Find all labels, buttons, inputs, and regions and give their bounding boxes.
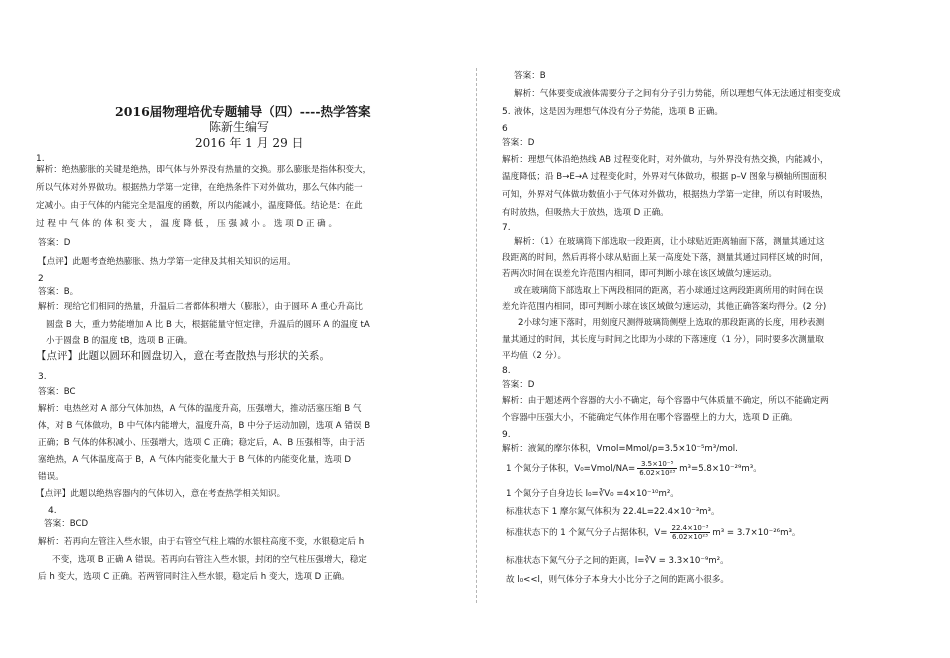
q4-analysis-line: 后 h 变大，选项 C 正确。若两管同时注入些水银，稳定后 h 变大，选项 D 正确。 xyxy=(38,572,350,582)
q9-standard-molar-volume: 标准状态下 1 摩尔氮气体积为 22.4L=22.4×10⁻³m³。 xyxy=(506,507,720,517)
fraction-numerator: 3.5×10⁻⁵ xyxy=(637,460,677,469)
q7-analysis-line: 量其通过的时间，其长度与时间之比即为小球的下落速度（1 分），同时要多次测量取 xyxy=(502,335,824,345)
q5-number: 5. xyxy=(502,107,511,117)
q4-number: 4. xyxy=(48,506,57,516)
q5-text: 液体，这是因为理想气体没有分子势能，选项 B 正确。 xyxy=(514,107,724,117)
q4-analysis-line: 解析：若再向左管注入些水银，由于右管空气柱上端的水银柱高度不变，水银稳定后 h xyxy=(38,537,365,547)
q2-answer: 答案：B。 xyxy=(38,287,79,297)
q2-analysis-line: 小于圆盘 B 的温度 tB，选项 B 正确。 xyxy=(46,336,193,346)
q2-analysis-line: 解析：现给它们相同的热量，升温后二者都体积增大（膨胀），由于圆环 A 重心升高比 xyxy=(38,302,364,312)
q9-gas-volume-prefix: 标准状态下的 1 个氮气分子占据体积，V= xyxy=(506,528,668,538)
q7-analysis-line: 平均值（2 分）。 xyxy=(502,351,567,361)
q7-analysis-line: 差允许范围内相同，即可判断小球在该区域做匀速运动，其他正确答案均得分。(2 分) xyxy=(502,302,827,312)
fraction-denominator: 6.02×10²³ xyxy=(671,533,708,541)
q4b-analysis: 解析：气体要变成液体需要分子之间有分子引力势能，所以理想气体无法通过相变变成 xyxy=(514,89,841,99)
q3-comment: 【点评】此题以绝热容器内的气体切入，意在考查热学相关知识。 xyxy=(36,489,286,499)
q3-analysis-line: 体，对 B 气体做功，B 中气体内能增大，温度升高，B 中分子运动加剧，选项 A 错误 B xyxy=(38,421,371,431)
q2-number: 2 xyxy=(38,274,44,284)
q3-analysis-line: 解析：电热丝对 A 部分气体加热，A 气体的温度升高，压强增大，推动活塞压缩 B 气 xyxy=(38,404,362,414)
q9-number: 9. xyxy=(502,430,511,440)
q3-analysis-line: 错误。 xyxy=(38,472,64,482)
q6-answer: 答案：D xyxy=(502,138,535,148)
q9-conclusion: 故 l₀<<l，则气体分子本身大小比分子之间的距离小很多。 xyxy=(506,575,730,585)
q8-analysis-line: 个容器中压强大小，不能确定气体作用在哪个容器壁上的力大，选项 D 正确。 xyxy=(502,413,798,423)
q9-gas-volume-suffix: m³ = 3.7×10⁻²⁶m³。 xyxy=(712,528,801,538)
q6-analysis-line: 有时放热，但吸热大于放热，选项 D 正确。 xyxy=(502,208,669,218)
page-title: 2016届物理培优专题辅导（四）----热学答案 xyxy=(115,104,371,119)
q8-answer: 答案：D xyxy=(502,380,535,390)
q7-number: 7. xyxy=(502,223,511,233)
q9-molecule-volume-prefix: 1 个氮分子体积，V₀=Vmol/NA= xyxy=(506,464,636,474)
q9-molecule-distance: 标准状态下氮气分子之间的距离，l=∛V = 3.3×10⁻⁹m²。 xyxy=(506,556,729,566)
q7-analysis-line: 解析：（1）在玻璃筒下部选取一段距离，让小球贴近距离轴面下落，测量其通过这 xyxy=(514,237,825,247)
q1-analysis-line: 解析：绝热膨胀的关键是绝热，即气体与外界没有热量的交换。那么膨胀是指体积变大， xyxy=(36,165,372,175)
q8-number: 8. xyxy=(502,366,511,376)
q9-molar-volume: 解析：液氮的摩尔体积，Vmol=Mmol/ρ=3.5×10⁻⁵m³/mol. xyxy=(502,444,738,454)
q3-analysis-line: 塞绝热，A 气体温度高于 B，A 气体内能变化量大于 B 气体的内能变化量，选项 D xyxy=(38,455,351,465)
date-line: 2016 年 1 月 29 日 xyxy=(195,136,304,150)
q6-analysis-line: 可知，外界对气体做功数值小于气体对外做功，根据热力学第一定律，所以有时吸热， xyxy=(502,190,829,200)
q4b-answer: 答案：B xyxy=(514,71,546,81)
q2-analysis-line: 圆盘 B 大，重力势能增加 A 比 B 大，根据能量守恒定律，升温后的圆环 A 的温度 tA xyxy=(46,320,370,330)
q9-side-length: 1 个氮分子自身边长 l₀=∛V₀ =4×10⁻¹⁰m²。 xyxy=(506,489,679,499)
q3-analysis-line: 正确；B 气体的体积减小、压强增大，选项 C 正确；稳定后，A、B 压强相等，由于活 xyxy=(38,438,365,448)
q3-answer: 答案：BC xyxy=(38,387,76,397)
q9-molecule-volume-fraction xyxy=(637,460,677,477)
right-column xyxy=(478,0,950,658)
q7-analysis-line: 若两次时间在误差允许范围内相同，即可判断小球在该区域做匀速运动。 xyxy=(502,269,778,279)
q9-gas-volume-fraction xyxy=(670,524,711,541)
q6-number: 6 xyxy=(502,124,508,134)
q1-analysis-line: 过 程 中 气 体 的 体 积 变 大 ， 温 度 降 低 ， 压 强 减 小 。 选 项 D 正 确 。 xyxy=(36,219,338,229)
q1-analysis-line: 所以气体对外界做功。根据热力学第一定律，在绝热条件下对外做功，那么气体内能一 xyxy=(36,183,363,193)
q2-comment: 【点评】此题以圆环和圆盘切入，意在考查散热与形状的关系。 xyxy=(36,350,330,362)
fraction-denominator: 6.02×10²³ xyxy=(639,469,676,477)
q9-molecule-volume xyxy=(506,460,762,477)
q7-analysis-line: 或在玻璃筒下部选取上下两段相同的距离，若小球通过这两段距离所用的时间在误 xyxy=(514,286,824,296)
q6-analysis-line: 解析：理想气体沿绝热线 AB 过程变化时，对外做功，与外界没有热交换，内能减小， xyxy=(502,155,829,165)
fraction-numerator: 22.4×10⁻³ xyxy=(671,524,709,532)
q1-analysis-line: 定减小。由于气体的内能完全是温度的函数，所以内能减小，温度降低。结论是：在此 xyxy=(36,201,363,211)
q1-answer: 答案：D xyxy=(38,238,71,248)
q7-analysis-line: 2小球匀速下落时，用刻度尺测得玻璃筒侧壁上选取的那段距离的长度，用秒表测 xyxy=(518,318,825,328)
q9-molecule-volume-suffix: m³=5.8×10⁻²⁹m³。 xyxy=(679,464,762,474)
q1-comment: 【点评】此题考查绝热膨胀、热力学第一定律及其相关知识的运用。 xyxy=(38,257,296,267)
q4-answer: 答案：BCD xyxy=(44,519,89,529)
q9-gas-volume xyxy=(506,524,801,541)
q6-analysis-line: 温度降低；沿 B→E→A 过程变化时，外界对气体做功，根据 p–V 图象与横轴所围面积 xyxy=(502,172,827,182)
q4-analysis-line: 不变，选项 B 正确 A 错误。若再向右管注入些水银，封闭的空气柱压强增大，稳定 xyxy=(52,555,367,565)
q7-analysis-line: 段距离的时间，然后再将小球从贴面上某一高度处下落，测量其通过同样区域的时间， xyxy=(502,253,829,263)
column-divider xyxy=(476,68,477,603)
q8-analysis-line: 解析：由于题述两个容器的大小不确定，每个容器中气体质量不确定，所以不能确定两 xyxy=(502,396,829,406)
author-line: 陈新生编写 xyxy=(209,120,270,134)
q3-number: 3. xyxy=(38,372,47,382)
q1-number: 1. xyxy=(36,154,45,164)
